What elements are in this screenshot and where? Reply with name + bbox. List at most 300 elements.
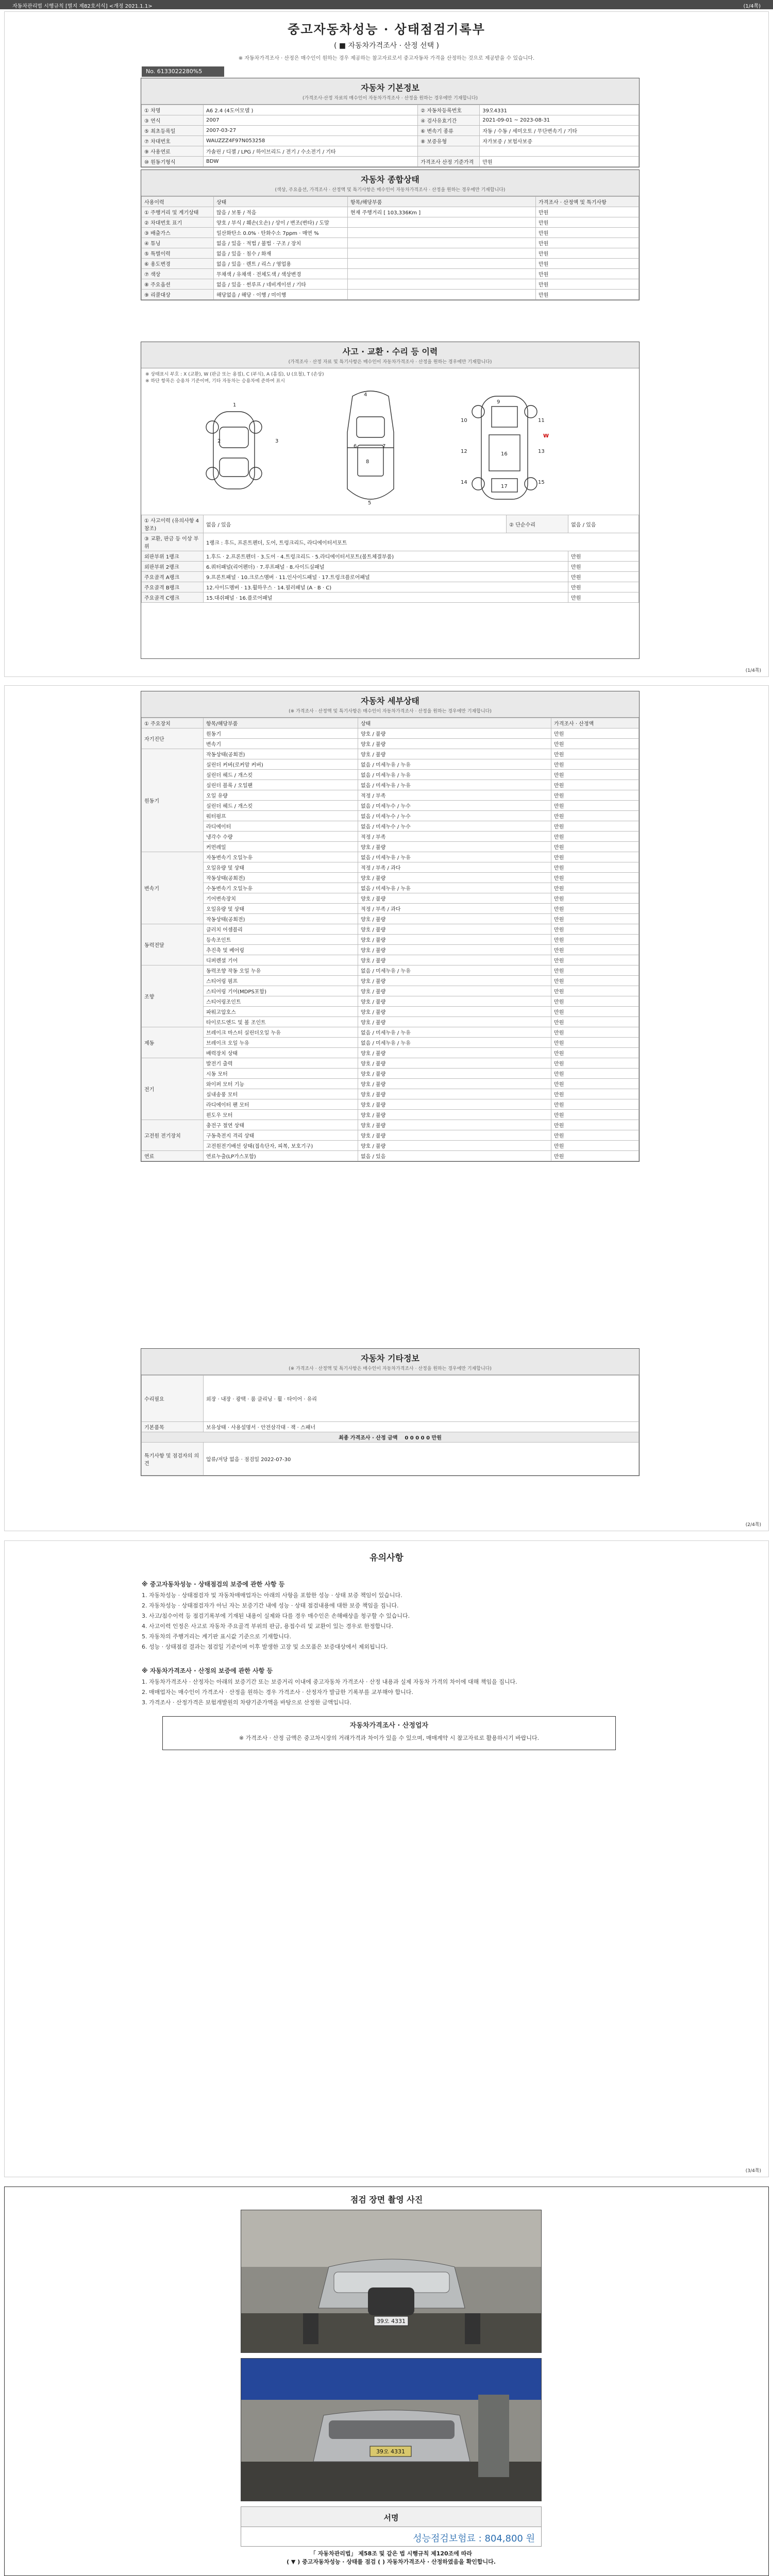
detail-part-name: 작동상태(공회전) <box>204 873 358 883</box>
basic-info-key-2 <box>418 146 480 157</box>
basic-info-key-2: ⑥ 변속기 종류 <box>418 126 480 136</box>
document-title: 중고자동차성능 · 상태점검기록부 <box>288 22 485 37</box>
damage-rank-price: 만원 <box>568 582 639 592</box>
final-price-value: 0 0 0 0 0 만원 <box>405 1435 442 1441</box>
detail-part-name: 실린더 헤드 / 개스킷 <box>204 770 358 780</box>
basic-info-value-2: 만원 <box>480 157 639 167</box>
detail-status-row <box>142 986 639 996</box>
basic-items-label: 기본품목 <box>142 1422 204 1432</box>
detail-part-price: 만원 <box>551 770 639 780</box>
detail-part-name: 시동 모터 <box>204 1069 358 1079</box>
detail-part-state: 없음 / 미세누유 / 누유 <box>358 759 551 770</box>
col-item: 항목/해당부품 <box>348 197 536 207</box>
basic-info-value-2 <box>480 146 639 157</box>
detail-group-label: 변속기 <box>142 852 204 924</box>
detail-part-price: 만원 <box>551 832 639 842</box>
status-item-value: 없음 / 있음 · 적법 / 불법 · 구조 / 장치 <box>214 238 348 248</box>
basic-info-key: ⑦ 차대번호 <box>142 136 204 146</box>
notice-item: 4. 사고이력 인정은 사고로 자동차 주요골격 부위의 판금, 용접수리 및 교환이 있는 경우로 한정합니다. <box>142 1623 393 1630</box>
overall-status-note: (색상, 주요옵션, 가격조사 · 산정액 및 특기사항은 매수인이 자동차가격조사 · 산정을 원하는 경우에만 기재합니다) <box>275 188 506 193</box>
col-status: 상태 <box>214 197 348 207</box>
part-label-9: 9 <box>497 399 500 405</box>
status-item-price: 만원 <box>536 290 639 300</box>
front-plate-text: 39오 4331 <box>376 2318 406 2325</box>
detail-status-row <box>142 1017 639 1027</box>
detail-part-name: 변속기 <box>204 739 358 749</box>
detail-part-name: 오일유량 및 상태 <box>204 904 358 914</box>
status-item-label: ④ 튜닝 <box>142 238 214 248</box>
status-item-extra <box>348 290 536 300</box>
detail-part-name: 실린더 헤드 / 개스킷 <box>204 801 358 811</box>
accident-legend: ※ 상태표시 부호 : X (교환), W (판금 또는 용접), C (부식), A (흠집), U (요철), T (손상) ※ 하단 항목은 승용차 기준이며, 기타 자동차는 승용차에 준하여 표시 <box>145 372 324 384</box>
basic-info-key: ⑨ 사용연료 <box>142 146 204 157</box>
callout-title: 자동차가격조사 · 산정업자 <box>349 1722 429 1730</box>
detail-part-state: 양호 / 불량 <box>358 924 551 935</box>
overall-status-table <box>141 196 639 300</box>
damage-rank-row <box>142 551 639 562</box>
status-item-value: 무채색 / 유채색 · 전체도색 / 색상변경 <box>214 269 348 279</box>
document-subnote: ※ 자동차가격조사 · 산정은 매수인이 원하는 경우 제공하는 참고자료로서 중고자동차 가격을 산정하는 것으로 제공받을 수 있습니다. <box>238 56 535 61</box>
status-item-extra <box>348 279 536 290</box>
basic-info-header: 자동차 기본정보 (가격조사·산정 자료의 매수인이 자동차가격조사 · 산정을 원하는 경우에만 기재합니다) <box>141 78 639 105</box>
status-item-value: 해당없음 / 해당 · 이행 / 미이행 <box>214 290 348 300</box>
detail-part-state: 없음 / 미세누유 / 누유 <box>358 780 551 790</box>
detail-part-name: 워터펌프 <box>204 811 358 821</box>
repair-needed-value: 외장 · 내장 · 광택 · 룸 클리닝 · 휠 · 타이어 · 유리 <box>204 1376 639 1422</box>
detail-status-row <box>142 832 639 842</box>
detail-group-label: 조향 <box>142 965 204 1027</box>
document-number: No. 6133022280%5 <box>142 66 224 77</box>
detail-part-name: 작동상태(공회전) <box>204 749 358 759</box>
detail-part-state: 양호 / 불량 <box>358 1141 551 1151</box>
detail-status-row <box>142 893 639 904</box>
detail-part-state: 없음 / 미세누수 / 누수 <box>358 821 551 832</box>
detail-part-state: 양호 / 불량 <box>358 955 551 965</box>
damage-rank-price: 만원 <box>568 562 639 572</box>
status-item-price: 만원 <box>536 238 639 248</box>
detail-part-price: 만원 <box>551 986 639 996</box>
status-item-label: ⑨ 리콜대상 <box>142 290 214 300</box>
detail-status-row <box>142 1058 639 1069</box>
detail-part-state: 양호 / 불량 <box>358 749 551 759</box>
detail-part-name: 추진축 및 베어링 <box>204 945 358 955</box>
detail-part-state: 양호 / 불량 <box>358 893 551 904</box>
basic-info-row <box>142 115 639 126</box>
damage-rank-parts: 15.대쉬패널 · 16.플로어패널 <box>204 592 568 603</box>
overall-status-row <box>142 217 639 228</box>
detail-part-state: 양호 / 불량 <box>358 1058 551 1069</box>
detail-status-row <box>142 1048 639 1058</box>
basic-info-value: 2007-03-27 <box>204 126 418 136</box>
detail-part-name: 실린더 블록 / 오일팬 <box>204 780 358 790</box>
page-footnote-1: (1/4쪽) <box>745 668 761 673</box>
form-page-count: (1/4쪽) <box>743 4 761 9</box>
detail-part-state: 없음 / 미세누수 / 누수 <box>358 801 551 811</box>
detail-status-row <box>142 749 639 759</box>
detail-part-name: 오일 유량 <box>204 790 358 801</box>
car-front-photo <box>241 2210 542 2353</box>
basic-info-row <box>142 105 639 115</box>
other-info-section <box>141 1348 640 1476</box>
col-state: 상태 <box>358 718 551 728</box>
detail-part-name: 스티어링 기어(MDPS포함) <box>204 986 358 996</box>
appraiser-callout <box>162 1716 616 1750</box>
detail-status-row <box>142 1027 639 1038</box>
status-item-label: ② 차대번호 표기 <box>142 217 214 228</box>
basic-info-key-2: ⑧ 보증유형 <box>418 136 480 146</box>
damage-rank-price: 만원 <box>568 572 639 582</box>
detail-group-label: 동력전달 <box>142 924 204 965</box>
part-label-6: 6 <box>354 444 357 449</box>
car-side-view-left <box>206 412 262 489</box>
detail-part-name: 오일유량 및 상태 <box>204 862 358 873</box>
basic-info-value: BDW <box>204 157 418 167</box>
detail-part-state: 양호 / 불량 <box>358 976 551 986</box>
status-item-value: 양호 / 부식 / 훼손(오손) / 상이 / 변조(변타) / 도말 <box>214 217 348 228</box>
detail-part-name: 파워고압호스 <box>204 1007 358 1017</box>
detail-status-row <box>142 1038 639 1048</box>
detail-part-price: 만원 <box>551 996 639 1007</box>
part-label-2: 2 <box>217 438 221 444</box>
basic-info-key-2: ② 자동차등록번호 <box>418 105 480 115</box>
basic-info-key: ① 차명 <box>142 105 204 115</box>
callout-text: ※ 가격조사 · 산정 금액은 중고차시장의 거래가격과 차이가 있을 수 있으며, 매매계약 시 참고자료로 활용하시기 바랍니다. <box>239 1735 540 1741</box>
detail-part-name: 연료누출(LP가스포함) <box>204 1151 358 1161</box>
detail-part-state: 양호 / 불량 <box>358 842 551 852</box>
detail-part-state: 양호 / 불량 <box>358 1110 551 1120</box>
detail-part-state: 적정 / 부족 <box>358 790 551 801</box>
basic-info-key: ⑩ 원동기형식 <box>142 157 204 167</box>
damage-rank-row <box>142 582 639 592</box>
detail-part-name: 등속조인트 <box>204 935 358 945</box>
detail-part-state: 없음 / 미세누유 / 누유 <box>358 965 551 976</box>
basic-info-value: A6 2.4 (4도어모델 ) <box>204 105 418 115</box>
overall-status-row <box>142 269 639 279</box>
basic-info-section <box>141 78 640 167</box>
repair-needed-label: 수리필요 <box>142 1376 204 1422</box>
part-label-17: 17 <box>501 484 508 489</box>
damage-rank-price: 만원 <box>568 592 639 603</box>
detail-part-price: 만원 <box>551 893 639 904</box>
mark-weld: W <box>543 433 549 439</box>
basic-info-value: 가솔린 / 디젤 / LPG / 하이브리드 / 전기 / 수소전기 / 기타 <box>204 146 418 157</box>
detail-status-row <box>142 1151 639 1161</box>
basic-items-value: 보유상태 · 사용설명서 · 안전삼각대 · 잭 · 스패너 <box>204 1422 639 1432</box>
notice-heading-2: ※ 자동차가격조사 · 산정의 보증에 관한 사항 등 <box>142 1667 273 1674</box>
part-label-14: 14 <box>461 480 467 485</box>
detail-part-name: 원동기 <box>204 728 358 739</box>
basic-info-value-2: 자가보증 / 보험사보증 <box>480 136 639 146</box>
notice-item: 1. 자동차가격조사 · 산정자는 아래의 보증기간 또는 보증거리 이내에 중고자동차 가격조사 · 산정 내용과 실제 자동차 가격의 차이에 대해 책임을 집니다. <box>142 1679 517 1685</box>
detail-part-state: 적정 / 부족 / 과다 <box>358 904 551 914</box>
detail-part-state: 양호 / 불량 <box>358 996 551 1007</box>
detail-part-state: 양호 / 불량 <box>358 914 551 924</box>
detail-part-name: 냉각수 수량 <box>204 832 358 842</box>
part-label-3: 3 <box>275 438 279 444</box>
status-item-value: 없음 / 있음 · 썬루프 / 네비게이션 / 기타 <box>214 279 348 290</box>
detail-part-state: 양호 / 불량 <box>358 1089 551 1099</box>
detail-status-row <box>142 770 639 780</box>
detail-part-price: 만원 <box>551 935 639 945</box>
detail-status-header: 자동차 세부상태 (※ 가격조사 · 산정액 및 특기사항은 매수인이 자동차가격조사 · 산정을 원하는 경우에만 기재합니다) <box>141 691 639 718</box>
status-item-value: 없음 / 있음 · 침수 / 화재 <box>214 248 348 259</box>
detail-status-row <box>142 842 639 852</box>
detail-status-row <box>142 965 639 976</box>
detail-part-price: 만원 <box>551 1007 639 1017</box>
detail-part-price: 만원 <box>551 749 639 759</box>
basic-info-key-2: 가격조사 산정 기준가격 <box>418 157 480 167</box>
detail-status-row <box>142 996 639 1007</box>
status-item-extra: 현재 주행거리 [ 103,336Km ] <box>348 207 536 217</box>
notice-sheet <box>4 1540 769 2177</box>
other-info-header: 자동차 기타정보 (※ 가격조사 · 산정액 및 특기사항은 매수인이 자동차가격조사 · 산정을 원하는 경우에만 기재합니다) <box>141 1349 639 1375</box>
part-label-11: 11 <box>538 418 545 423</box>
basic-info-key: ③ 연식 <box>142 115 204 126</box>
detail-part-price: 만원 <box>551 873 639 883</box>
detail-part-price: 만원 <box>551 1058 639 1069</box>
status-item-price: 만원 <box>536 269 639 279</box>
other-info-note: (※ 가격조사 · 산정액 및 특기사항은 매수인이 자동차가격조사 · 산정을 원하는 경우에만 기재합니다) <box>289 1366 492 1371</box>
detail-part-state: 적정 / 부족 <box>358 832 551 842</box>
detail-part-price: 만원 <box>551 739 639 749</box>
detail-status-row <box>142 739 639 749</box>
detail-group-label: 연료 <box>142 1151 204 1161</box>
form-legal-ref: 자동차관리법 시행규칙 [별지 제82호서식] <개정 2021.1.1> <box>12 4 153 9</box>
detail-part-name: 자동변속기 오일누유 <box>204 852 358 862</box>
page-footnote-2: (2/4쪽) <box>745 1522 761 1528</box>
basic-info-key: ⑤ 최초등록일 <box>142 126 204 136</box>
detail-part-price: 만원 <box>551 1069 639 1079</box>
status-item-label: ⑥ 용도변경 <box>142 259 214 269</box>
basic-info-row <box>142 136 639 146</box>
detail-status-row <box>142 1130 639 1141</box>
notice-item: 6. 성능 · 상태점검 결과는 점검일 기준이며 이후 발생한 고장 및 소모품은 보증대상에서 제외됩니다. <box>142 1643 388 1650</box>
accident-history-section <box>141 342 640 659</box>
col-device: ① 주요장치 <box>142 718 204 728</box>
detail-part-state: 양호 / 불량 <box>358 945 551 955</box>
part-label-16: 16 <box>501 451 508 457</box>
other-info-table <box>141 1375 639 1476</box>
part-label-12: 12 <box>461 449 467 454</box>
accident-history-header: 사고 · 교환 · 수리 등 이력 (가격조사 · 산정 자료 및 특기사항은 매수인이 자동차가격조사 · 산정을 원하는 경우에만 기재합니다) <box>141 342 639 368</box>
detail-group-label: 자기진단 <box>142 728 204 749</box>
overall-status-row <box>142 279 639 290</box>
detail-part-price: 만원 <box>551 1048 639 1058</box>
damage-rank-label: 주요골격 B랭크 <box>142 582 204 592</box>
car-rear-photo <box>241 2359 542 2501</box>
detail-status-row <box>142 852 639 862</box>
damage-rank-parts: 12.사이드멤버 · 13.휠하우스 · 14.필러패널 (A · B · C) <box>204 582 568 592</box>
detail-part-name: 기어변속장치 <box>204 893 358 904</box>
detail-part-name: 스티어링조인트 <box>204 996 358 1007</box>
detail-part-price: 만원 <box>551 1141 639 1151</box>
detail-part-name: 스티어링 펌프 <box>204 976 358 986</box>
overall-status-row <box>142 248 639 259</box>
status-item-extra <box>348 269 536 279</box>
detail-status-row <box>142 1110 639 1120</box>
photo-section-title: 점검 장면 촬영 사진 <box>350 2195 423 2205</box>
detail-status-row <box>142 821 639 832</box>
part-label-13: 13 <box>538 449 545 454</box>
detail-status-row <box>142 904 639 914</box>
detail-part-name: 윈도우 모터 <box>204 1110 358 1120</box>
detail-part-state: 양호 / 불량 <box>358 728 551 739</box>
col-usage: 사용이력 <box>142 197 214 207</box>
status-item-label: ③ 배출가스 <box>142 228 214 238</box>
status-item-label: ⑧ 주요옵션 <box>142 279 214 290</box>
closing-statement <box>241 2550 542 2566</box>
damage-rank-row <box>142 572 639 582</box>
detail-group-label: 고전원 전기장치 <box>142 1120 204 1151</box>
col-part: 항목/해당부품 <box>204 718 358 728</box>
detail-status-row <box>142 955 639 965</box>
detail-part-price: 만원 <box>551 1027 639 1038</box>
special-notes-value: 압류/저당 없음 · 점검일 2022-07-30 <box>204 1443 639 1476</box>
detail-part-name: 배력장치 상태 <box>204 1048 358 1058</box>
detail-part-state: 양호 / 불량 <box>358 1017 551 1027</box>
detail-part-name: 작동상태(공회전) <box>204 914 358 924</box>
detail-part-name: 라디에이터 팬 모터 <box>204 1099 358 1110</box>
detail-part-price: 만원 <box>551 780 639 790</box>
detail-part-state: 양호 / 불량 <box>358 1007 551 1017</box>
notice-item: 5. 자동차의 주행거리는 계기판 표시값 기준으로 기재합니다. <box>142 1633 291 1640</box>
body-diagram-area <box>141 386 639 515</box>
inspection-sheet-page-1 <box>4 11 769 677</box>
part-label-10: 10 <box>461 418 467 423</box>
detail-part-name: 실내송풍 모터 <box>204 1089 358 1099</box>
notice-title: 유의사항 <box>369 1553 404 1563</box>
detail-status-row <box>142 1141 639 1151</box>
detail-part-name: 동력조향 작동 오일 누유 <box>204 965 358 976</box>
detail-part-state: 양호 / 불량 <box>358 1069 551 1079</box>
part-label-4: 4 <box>364 392 367 398</box>
detail-part-name: 브레이크 오일 누유 <box>204 1038 358 1048</box>
detail-group-label: 제동 <box>142 1027 204 1058</box>
status-item-label: ① 주행거리 및 계기상태 <box>142 207 214 217</box>
status-item-extra <box>348 259 536 269</box>
detail-part-state: 없음 / 미세누유 / 누유 <box>358 1027 551 1038</box>
document-subtitle: ( ■ 자동차가격조사 · 산정 선택 ) <box>333 42 440 50</box>
detail-part-price: 만원 <box>551 955 639 965</box>
status-item-value: 일산화탄소 0.0% · 탄화수소 7ppm · 매연 % <box>214 228 348 238</box>
basic-info-value: 2007 <box>204 115 418 126</box>
detail-part-state: 없음 / 미세누유 / 누유 <box>358 770 551 780</box>
overall-status-section <box>141 170 640 300</box>
detail-part-name: 디퍼렌셜 기어 <box>204 955 358 965</box>
detail-status-row <box>142 728 639 739</box>
detail-part-state: 양호 / 불량 <box>358 739 551 749</box>
detail-part-price: 만원 <box>551 1120 639 1130</box>
damage-rank-label: 주요골격 A랭크 <box>142 572 204 582</box>
status-item-price: 만원 <box>536 217 639 228</box>
status-item-price: 만원 <box>536 228 639 238</box>
detail-status-row <box>142 1099 639 1110</box>
detail-part-price: 만원 <box>551 883 639 893</box>
detail-part-name: 타이로드엔드 및 볼 조인트 <box>204 1017 358 1027</box>
detail-status-note: (※ 가격조사 · 산정액 및 특기사항은 매수인이 자동차가격조사 · 산정을 원하는 경우에만 기재합니다) <box>289 709 492 714</box>
detail-part-state: 양호 / 불량 <box>358 1130 551 1141</box>
detail-part-price: 만원 <box>551 852 639 862</box>
detail-part-state: 양호 / 불량 <box>358 1079 551 1089</box>
detail-part-name: 라디에이터 <box>204 821 358 832</box>
frame-damage-label: ③ 교환, 판금 등 이상 부위 <box>142 533 204 551</box>
detail-part-price: 만원 <box>551 914 639 924</box>
notice-item: 2. 자동차성능 · 상태점검자가 아닌 자는 보증기간 내에 성능 · 상태 점검내용에 대한 보증 책임을 집니다. <box>142 1602 399 1609</box>
detail-status-row <box>142 759 639 770</box>
col-price: 가격조사 · 산정액 및 특기사항 <box>536 197 639 207</box>
damage-rank-row <box>142 562 639 572</box>
detail-part-price: 만원 <box>551 1079 639 1089</box>
notice-item: 3. 가격조사 · 산정가격은 보험개발원의 차량기준가액을 바탕으로 산정한 금액입니다. <box>142 1699 351 1706</box>
detail-part-name: 충전구 절연 상태 <box>204 1120 358 1130</box>
page-footnote-3: (3/4쪽) <box>745 2168 761 2174</box>
detail-group-label: 원동기 <box>142 749 204 852</box>
notice-item: 3. 사고/침수이력 등 점검기록부에 기재된 내용이 실제와 다를 경우 매수인은 손해배상을 청구할 수 있습니다. <box>142 1613 410 1619</box>
accident-history-label: ① 사고이력 (유의사항 4 참조) <box>142 515 204 533</box>
overall-status-row <box>142 207 639 217</box>
status-item-price: 만원 <box>536 207 639 217</box>
frame-damage-note: 1랭크 : 후드, 프론트펜더, 도어, 트렁크리드, 라디에이터서포트 <box>204 533 639 551</box>
notice-heading-1: ※ 중고자동차성능 · 상태점검의 보증에 관한 사항 등 <box>142 1581 285 1588</box>
detail-part-price: 만원 <box>551 1017 639 1027</box>
overall-status-row <box>142 238 639 248</box>
damage-rank-price: 만원 <box>568 551 639 562</box>
final-price-row <box>142 1432 639 1443</box>
detail-part-price: 만원 <box>551 790 639 801</box>
basic-info-value-2: 2021-09-01 ~ 2023-08-31 <box>480 115 639 126</box>
status-item-value: 없음 / 있음 · 렌트 / 리스 / 영업용 <box>214 259 348 269</box>
accident-history-value: 없음 / 있음 <box>204 515 507 533</box>
detail-part-price: 만원 <box>551 1038 639 1048</box>
basic-info-key-2: ④ 검사유효기간 <box>418 115 480 126</box>
detail-status-row <box>142 873 639 883</box>
detail-part-name: 수동변속기 오일누유 <box>204 883 358 893</box>
document-header <box>5 12 768 61</box>
detail-part-state: 양호 / 불량 <box>358 873 551 883</box>
detail-part-price: 만원 <box>551 1130 639 1141</box>
detail-part-state: 양호 / 불량 <box>358 1048 551 1058</box>
detail-part-name: 클러치 어셈블리 <box>204 924 358 935</box>
basic-info-row <box>142 146 639 157</box>
status-item-extra <box>348 238 536 248</box>
detail-status-row <box>142 780 639 790</box>
basic-info-note: (가격조사·산정 자료의 매수인이 자동차가격조사 · 산정을 원하는 경우에만 기재합니다) <box>303 96 478 101</box>
photo-sheet <box>4 2187 769 2576</box>
detail-status-row <box>142 790 639 801</box>
closing-line-1: 「 자동차관리법」 제58조 및 같은 법 시행규칙 제120조에 따라 <box>310 2550 473 2557</box>
detail-part-price: 만원 <box>551 965 639 976</box>
damage-rank-label: 주요골격 C랭크 <box>142 592 204 603</box>
detail-part-price: 만원 <box>551 945 639 955</box>
detail-part-state: 없음 / 있음 <box>358 1151 551 1161</box>
overall-status-row <box>142 290 639 300</box>
detail-part-price: 만원 <box>551 811 639 821</box>
detail-status-row <box>142 945 639 955</box>
notice-item: 1. 자동차성능 · 상태점검자 및 자동차매매업자는 아래의 사항을 포함한 성능 · 상태 보증 책임이 있습니다. <box>142 1592 402 1599</box>
detail-part-name: 고전원전기배선 상태(접속단자, 피복, 보호기구) <box>204 1141 358 1151</box>
inspection-photo-front <box>241 2210 542 2353</box>
damage-rank-row <box>142 592 639 603</box>
detail-status-row <box>142 1120 639 1130</box>
inspection-insurance-fee: 성능점검보험료 : 804,800 원 <box>241 2527 542 2547</box>
detail-status-row <box>142 883 639 893</box>
detail-part-price: 만원 <box>551 862 639 873</box>
detail-part-price: 만원 <box>551 1089 639 1099</box>
overall-status-row <box>142 228 639 238</box>
status-item-extra <box>348 217 536 228</box>
final-price-label: 최종 가격조사 · 산정 금액 <box>339 1435 398 1441</box>
status-item-price: 만원 <box>536 279 639 290</box>
